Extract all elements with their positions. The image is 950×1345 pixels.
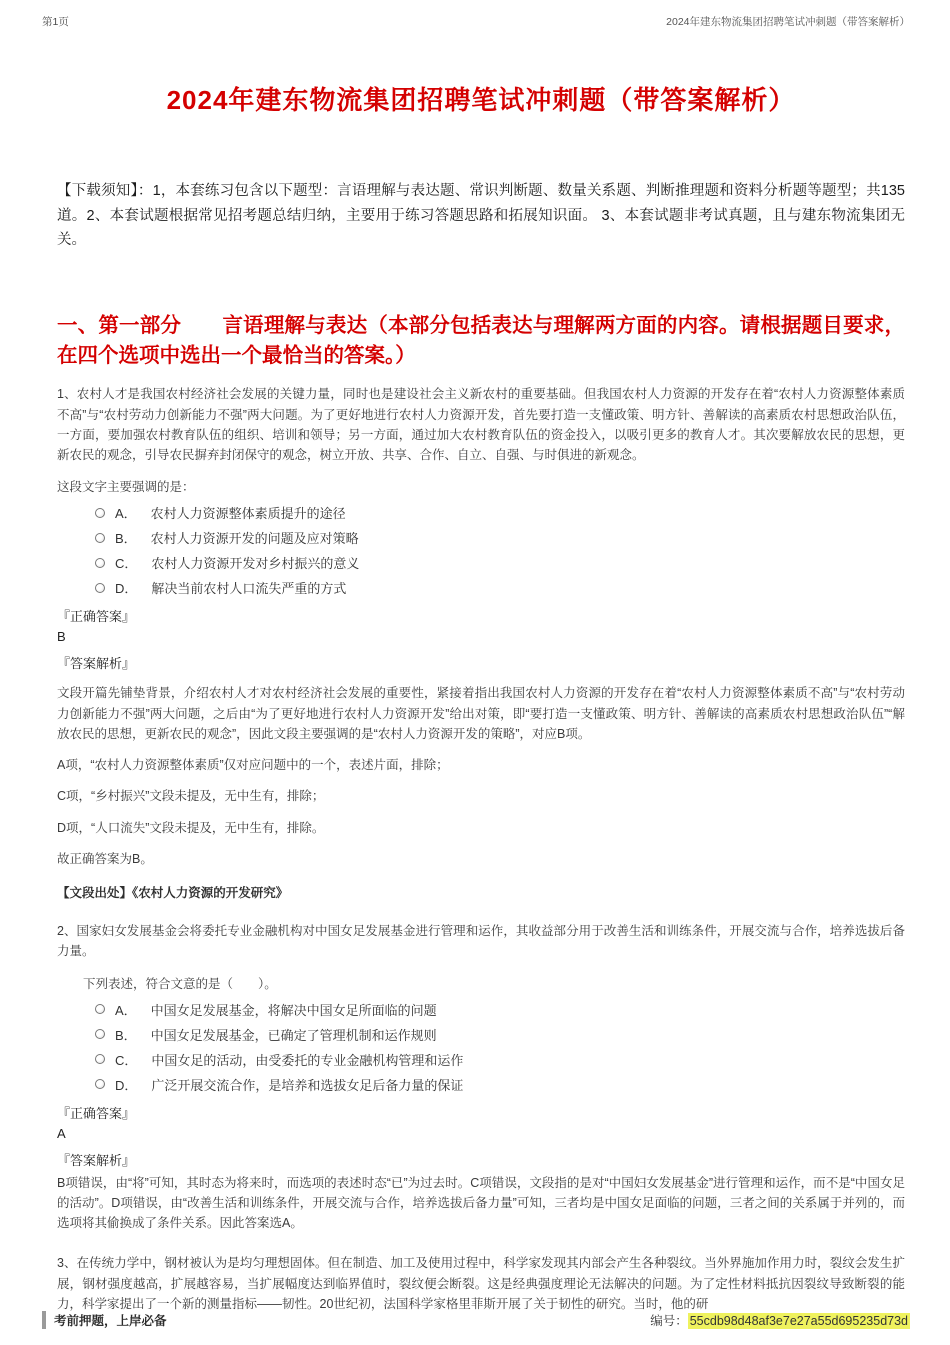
footer-code [650, 1311, 910, 1329]
question-1-analysis-c: C项，“乡村振兴”文段未提及，无中生有，排除； [57, 789, 325, 804]
option-text: 中国女足的活动，由受委托的专业金融机构管理和运作 [151, 1052, 464, 1068]
page-footer [42, 1311, 910, 1329]
header-doc-title: 2024年建东物流集团招聘笔试冲刺题（带答案解析） [666, 16, 910, 28]
radio-icon[interactable] [95, 1054, 105, 1064]
option-label: B． [115, 1027, 137, 1043]
document-title: 2024年建东物流集团招聘笔试冲刺题（带答案解析） [166, 85, 796, 115]
question-2-prompt: 下列表述，符合文意的是（ ）。 [83, 976, 277, 991]
radio-icon[interactable] [95, 1029, 105, 1039]
option-label: C． [115, 556, 138, 572]
option-label: A． [115, 506, 137, 522]
option-text: 农村人力资源开发的问题及应对策略 [150, 531, 359, 547]
question-3-stem: 3、在传统力学中，钢材被认为是均匀理想固体。但在制造、加工及使用过程中，科学家发现其内部会产生各种裂纹。当外界施加作用力时，裂纹会发生扩展，钢材强度越高，扩展越容易，当扩展幅度达到临界值时，裂纹便会断裂。这是经典强度理论无法解决的问题。为了定性材料抵抗因裂纹导致断裂的能力，科学家提出了一个新的测量指标——韧性。20世纪初，法国科学家格里菲斯开展了关于韧性的研究。当时，他的研 [57, 1256, 905, 1311]
question-2-option-a[interactable] [95, 1000, 905, 1019]
option-label: C． [115, 1052, 138, 1068]
radio-icon[interactable] [95, 558, 105, 568]
question-1-option-a[interactable] [95, 503, 905, 522]
question-1-stem: 1、农村人才是我国农村经济社会发展的关键力量，同时也是建设社会主义新农村的重要基础。但我国农村人力资源的开发存在着“农村人力资源整体素质不高”与“农村劳动力创新能力不强”两大问题。为了更好地进行农村人力资源开发，首先要打造一支懂政策、明方针、善解读的高素质农村思想政治队伍，一方面，要加强农村教育队伍的组织、培训和领导；另一方面，通过加大农村教育队伍的资金投入，以吸引更多的教育人才。其次要解放农民的思想，更新农民的观念，引导农民摒弃封闭保守的观念，树立开放、共享、合作、自立、自强、与时俱进的新观念。 [57, 387, 905, 463]
footer-code-label: 编号： [650, 1314, 688, 1328]
option-label: D． [115, 581, 138, 597]
analysis-label: 『答案解析』 [57, 1152, 136, 1168]
question-2-options [95, 1000, 905, 1094]
radio-icon[interactable] [95, 583, 105, 593]
question-1-prompt: 这段文字主要强调的是： [57, 480, 195, 495]
correct-answer-label: 『正确答案』 [57, 609, 136, 625]
option-label: A． [115, 1002, 137, 1018]
question-1-analysis-a: A项，“农村人力资源整体素质”仅对应问题中的一个，表述片面，排除； [57, 758, 449, 773]
footer-slogan: 考前押题，上岸必备 [42, 1311, 167, 1329]
question-1-conclusion: 故正确答案为B。 [57, 851, 153, 866]
question-2-option-d[interactable] [95, 1075, 905, 1094]
question-1-analysis-d: D项，“人口流失”文段未提及，无中生有，排除。 [57, 820, 325, 835]
question-1-source: 【文段出处】《农村人力资源的开发研究》 [57, 886, 289, 901]
option-text: 中国女足发展基金，将解决中国女足所面临的问题 [150, 1002, 437, 1018]
question-1-analysis: 文段开篇先铺垫背景，介绍农村人才对农村经济社会发展的重要性，紧接着指出我国农村人力资源的开发存在着“农村人力资源整体素质不高”与“农村劳动力创新能力不强”两大问题，之后由“为了更好地进行农村人力资源开发”给出对策，即“要打造一支懂政策、明方针、善解读的高素质农村思想政治队伍”“解放农民的思想，更新农民的观念”，因此文段主要强调的是“农村人力资源开发的策略”，对应B项。 [57, 686, 905, 741]
radio-icon[interactable] [95, 1079, 105, 1089]
question-2-option-b[interactable] [95, 1025, 905, 1044]
footer-code-value: 55cdb98d48af3e7e27a55d695235d73d [689, 1314, 908, 1328]
option-text: 广泛开展交流合作，是培养和选拔女足后备力量的保证 [151, 1077, 464, 1093]
question-1-answer: B [57, 629, 66, 645]
question-1-option-d[interactable] [95, 578, 905, 597]
question-2-answer: A [57, 1125, 66, 1141]
radio-icon[interactable] [95, 1004, 105, 1014]
question-2-analysis: B项错误，由“将”可知，其时态为将来时，而选项的表述时态“已”为过去时。C项错误，文段指的是对“中国妇女发展基金”进行管理和运作，而不是“中国女足的活动”。D项错误，由“改善生活和训练条件，开展交流与合作，培养选拔后备力量”可知，三者均是中国女足面临的问题，三者之间的关系属于并列的，而选项将其偷换成了条件关系。因此答案选A。 [57, 1175, 905, 1231]
radio-icon[interactable] [95, 508, 105, 518]
download-notice: 【下载须知】：1，本套练习包含以下题型：言语理解与表达题、常识判断题、数量关系题、判断推理题和资料分析题等题型；共135道。2、本套试题根据常见招考题总结归纳，主要用于练习答题思路和拓展知识面。 3、本套试题非考试真题，且与建东物流集团无关。 [57, 183, 905, 249]
question-1-options [95, 503, 905, 597]
option-label: B． [115, 531, 137, 547]
question-1-option-b[interactable] [95, 528, 905, 547]
option-text: 农村人力资源开发对乡村振兴的意义 [151, 556, 360, 572]
correct-answer-label: 『正确答案』 [57, 1105, 136, 1121]
option-label: D． [115, 1077, 138, 1093]
question-2-option-c[interactable] [95, 1050, 905, 1069]
question-2-stem: 2、国家妇女发展基金会将委托专业金融机构对中国女足发展基金进行管理和运作，其收益部分用于改善生活和训练条件，开展交流与合作，培养选拔后备力量。 [57, 924, 905, 959]
analysis-label: 『答案解析』 [57, 656, 136, 672]
section-heading: 一、第一部分 言语理解与表达（本部分包括表达与理解两方面的内容。请根据题目要求，在四个选项中选出一个最恰当的答案。） [57, 313, 905, 367]
question-1-option-c[interactable] [95, 553, 905, 572]
option-text: 中国女足发展基金，已确定了管理机制和运作规则 [150, 1027, 437, 1043]
page-number: 第1页 [42, 16, 69, 28]
option-text: 解决当前农村人口流失严重的方式 [151, 581, 347, 597]
radio-icon[interactable] [95, 533, 105, 543]
page-header [42, 14, 910, 29]
option-text: 农村人力资源整体素质提升的途径 [150, 506, 346, 522]
